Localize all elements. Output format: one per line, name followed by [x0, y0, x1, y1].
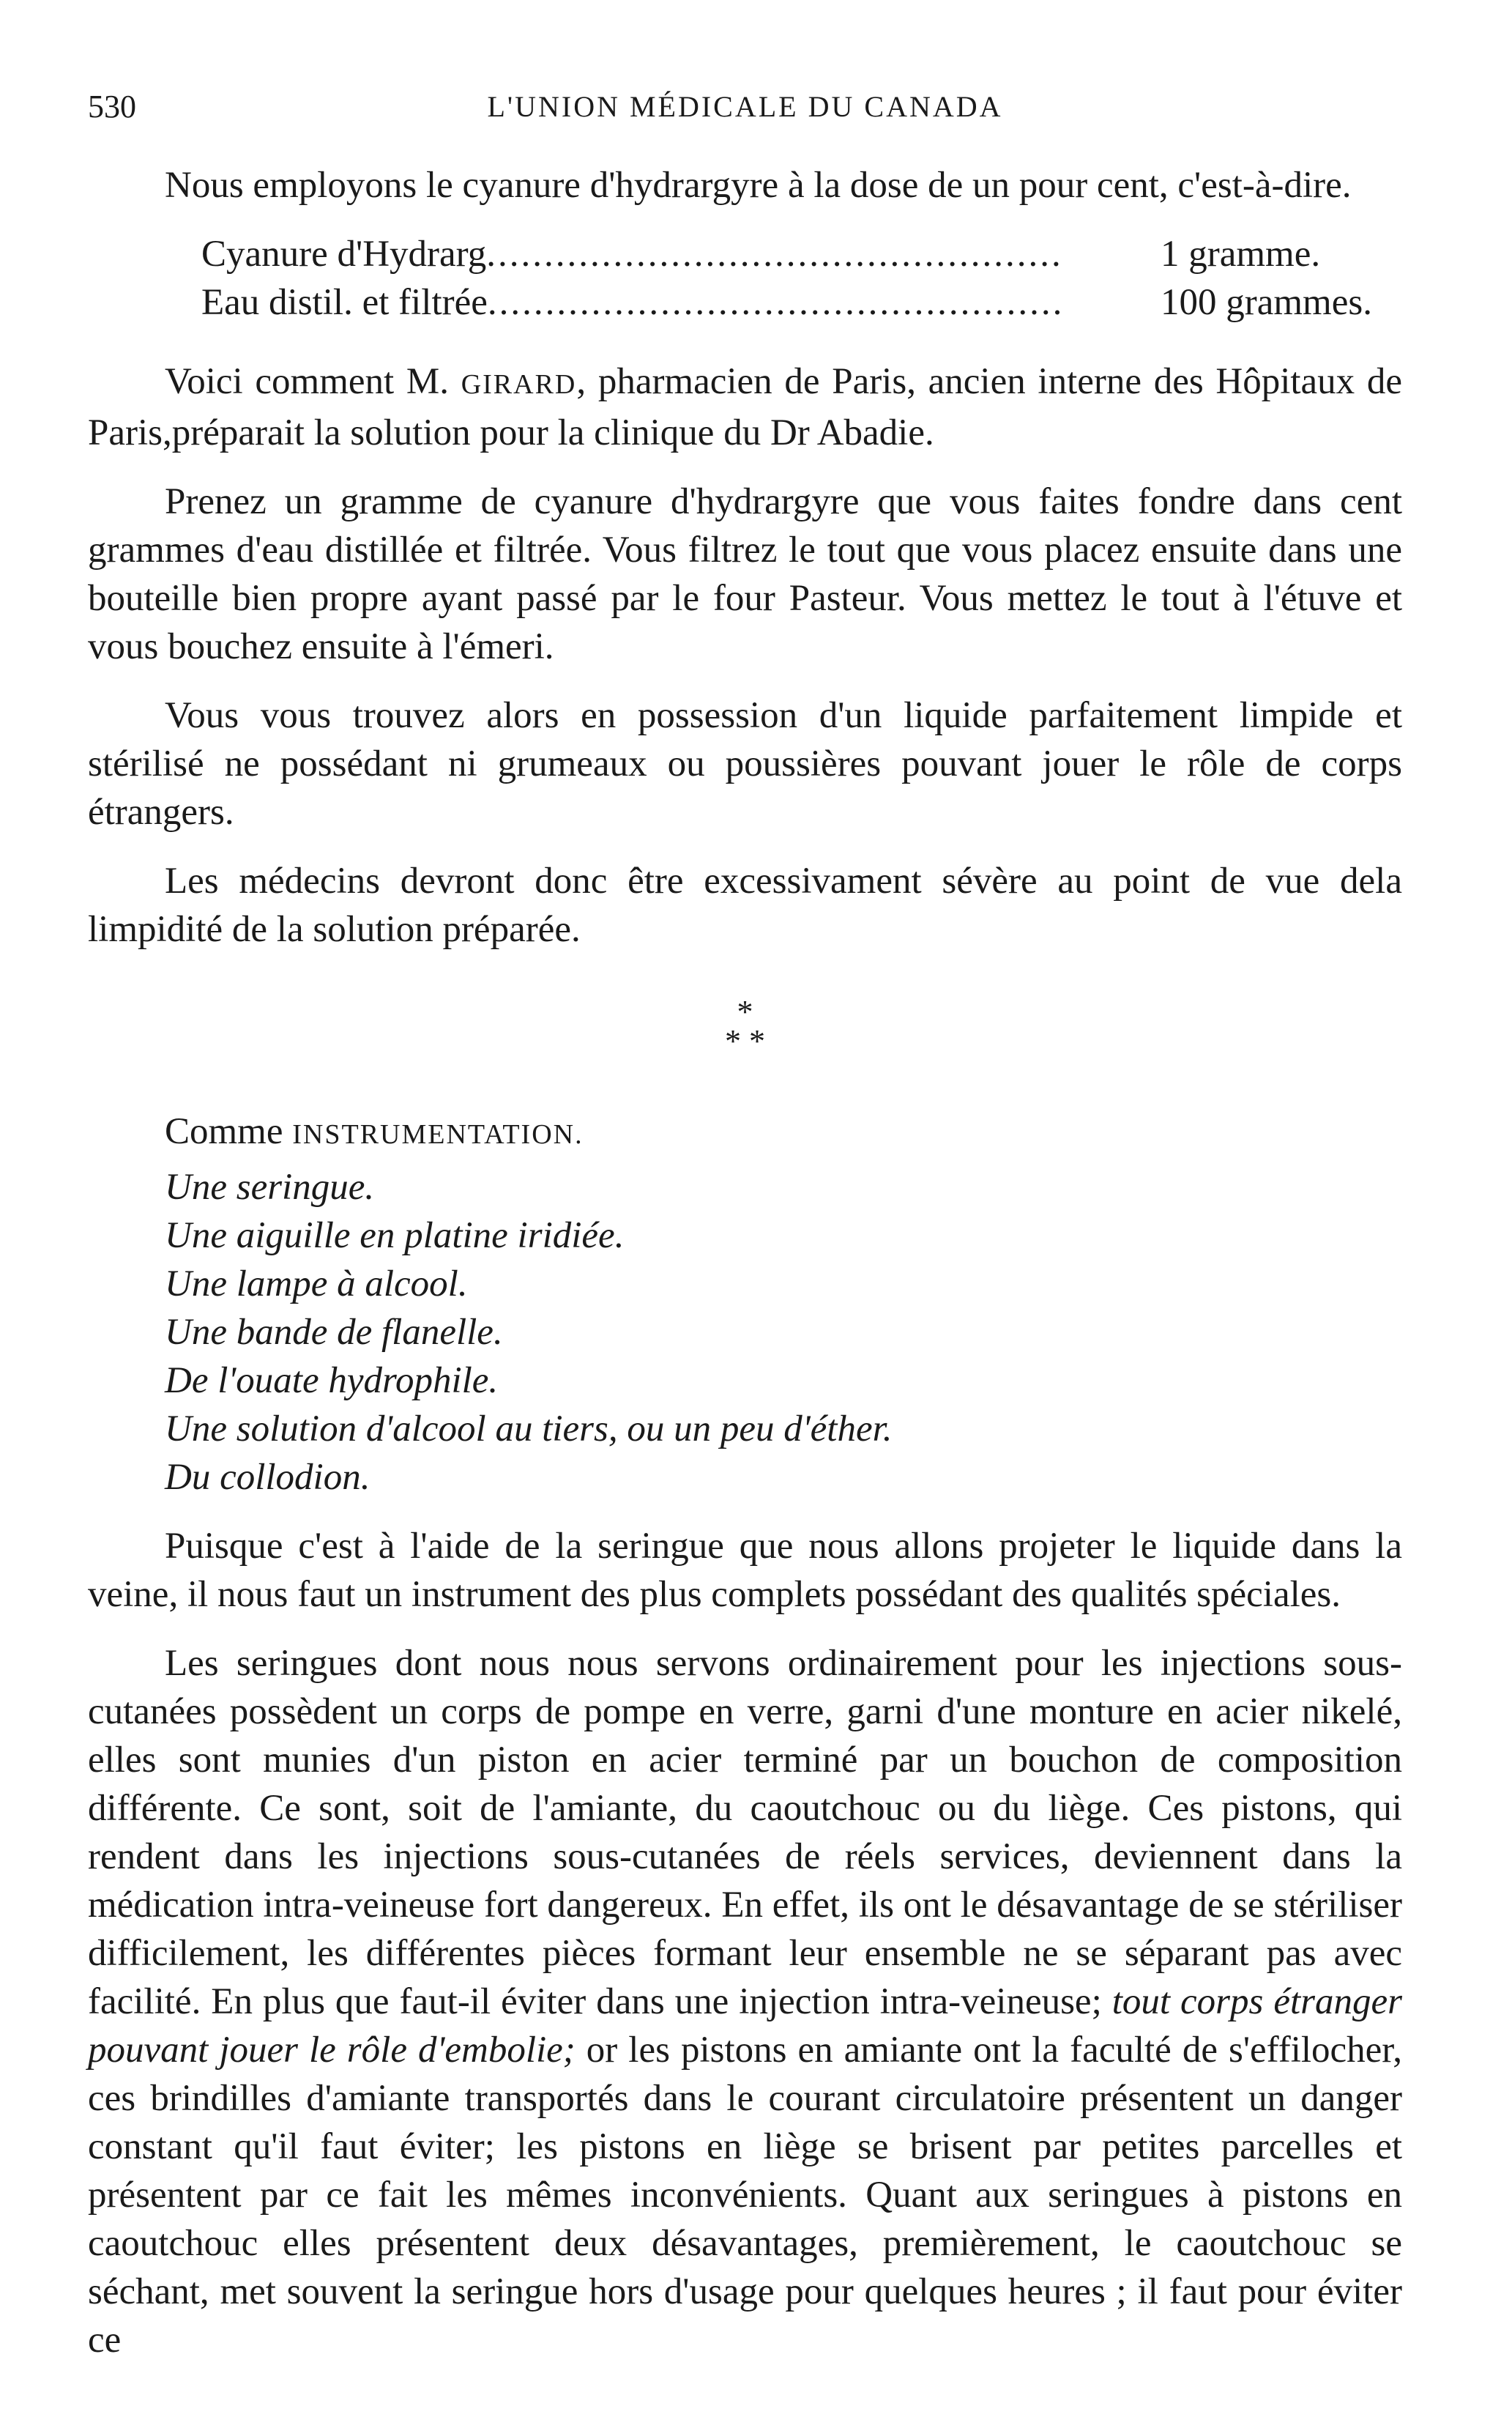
- list-item: Une bande de flanelle.: [165, 1312, 503, 1353]
- list-item: De l'ouate hydrophile.: [165, 1360, 499, 1401]
- article-body: [88, 161, 1402, 2364]
- author-name-smallcaps: GIRARD: [461, 369, 577, 400]
- ingredient-amount: 1 gramme.: [1161, 234, 1321, 275]
- emphasis-text: tout corps étranger pouvant jouer le rôle d'embolie;: [88, 1981, 1402, 2071]
- ingredient-name: Cyanure d'Hydrarg: [201, 234, 487, 275]
- limpidity-paragraph: Les médecins devront donc être excessivament sévère au point de vue dela limpidité de la solution préparée.: [88, 861, 1402, 950]
- list-item: Une aiguille en platine iridiée.: [165, 1215, 625, 1256]
- recipe-table: [201, 230, 1395, 327]
- girard-paragraph: Voici comment M. GIRARD, pharmacien de Paris, ancien interne des Hôpitaux de Paris,préparait la solution pour la clinique du Dr Abadie.: [88, 361, 1402, 453]
- ingredient-name: Eau distil. et filtrée: [201, 282, 488, 323]
- ingredient-amount: 100 grammes.: [1161, 282, 1372, 323]
- recipe-row: [201, 230, 1395, 278]
- syringe-paragraph: Puisque c'est à l'aide de la seringue que nous allons projeter le liquide dans la veine, il nous faut un instrument des plus complets possédant des qualités spéciales.: [88, 1526, 1402, 1615]
- intro-paragraph: Nous employons le cyanure d'hydrargyre à la dose de un pour cent, c'est-à-dire.: [165, 165, 1352, 206]
- list-item: Une lampe à alcool.: [165, 1263, 468, 1304]
- instrument-list: [165, 1163, 1402, 1501]
- page-header: [88, 88, 1402, 132]
- leader-dots: ..................................................: [487, 282, 1065, 323]
- page-number: 530: [88, 89, 136, 125]
- leader-dots: ..................................................: [486, 234, 1063, 275]
- preparation-paragraph: Prenez un gramme de cyanure d'hydrargyre que vous faites fondre dans cent grammes d'eau distillée et filtrée. Vous filtrez le tout que vous placez ensuite dans une bouteille bien propre ayant passé par le four Pasteur. Vous mettez le tout à l'étuve et vous bouchez ensuite à l'émeri.: [88, 481, 1402, 667]
- running-title: L'UNION MÉDICALE DU CANADA: [487, 90, 1003, 123]
- list-item: Une seringue.: [165, 1167, 375, 1208]
- pistons-paragraph: Les seringues dont nous nous servons ordinairement pour les injections sous-cutanées possèdent un corps de pompe en verre, garni d'une monture en acier nikelé, elles sont munies d'un piston en acier terminé par un bouchon de composition différente. Ce sont, soit de l'amiante, du caoutchouc ou du liège. Ces pistons, qui rendent dans les injections sous-cutanées de réels services, deviennent dans la médication intra-veineuse fort dangereux. En effet, ils ont le désavantage de se stériliser difficilement, les différentes pièces formant leur ensemble ne se séparant pas avec facilité. En plus que faut-il éviter dans une injection intra-veineuse; tout corps étranger pouvant jouer le rôle d'embolie; or les pistons en amiante ont la faculté de s'effilocher, ces brindilles d'amiante transportés dans le courant circulatoire présentent un danger constant qu'il faut éviter; les pistons en liège se brisent par petites parcelles et présentent par ce fait les mêmes inconvénients. Quant aux seringues à pistons en caoutchouc elles présentent deux désavantages, premièrement, le caoutchouc se séchant, met souvent la seringue hors d'usage pour quelques heures ; il faut pour éviter ce: [88, 1643, 1402, 2361]
- instrumentation-heading: Comme INSTRUMENTATION.: [165, 1111, 584, 1152]
- section-asterism: * * *: [725, 994, 765, 1059]
- recipe-row: [201, 278, 1395, 327]
- list-item: Du collodion.: [165, 1457, 370, 1498]
- sterility-paragraph: Vous vous trouvez alors en possession d'un liquide parfaitement limpide et stérilisé ne possédant ni grumeaux ou poussières pouvant jouer le rôle de corps étrangers.: [88, 695, 1402, 833]
- list-item: Une solution d'alcool au tiers, ou un peu d'éther.: [165, 1408, 893, 1449]
